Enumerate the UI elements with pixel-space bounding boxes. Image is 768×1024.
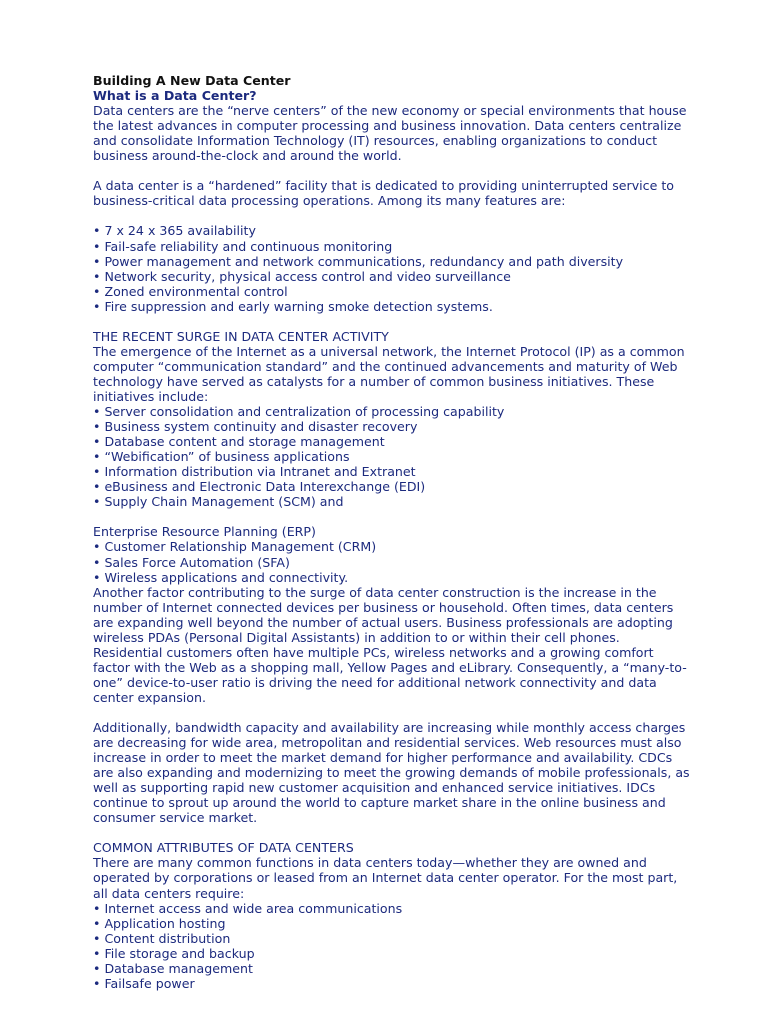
spacer (93, 509, 693, 524)
list-item: • Information distribution via Intranet and Extranet (93, 464, 693, 479)
document-subtitle: What is a Data Center? (93, 88, 257, 104)
features-list (93, 223, 693, 313)
list-item: • Content distribution (93, 931, 693, 946)
list-item: • Zoned environmental control (93, 284, 693, 299)
list-item: • Database content and storage management (93, 434, 693, 449)
spacer (93, 825, 693, 840)
section-heading-surge: THE RECENT SURGE IN DATA CENTER ACTIVITY (93, 328, 389, 344)
spacer (93, 163, 693, 178)
spacer (93, 208, 693, 223)
bandwidth-paragraph: Additionally, bandwidth capacity and availability are increasing while monthly access charges are decreasing for wide area, metropolitan and residential services. Web resources must also increase in order to meet the market demand for higher performance and availability. CDCs are also expanding and modernizing to meet the growing demands of mobile professionals, as well as supporting rapid new customer acquisition and enhanced service initiatives. IDCs continue to sprout up around the world to capture market share in the online business and consumer service market. (93, 720, 690, 826)
list-item: • Fire suppression and early warning smoke detection systems. (93, 299, 693, 314)
spacer (93, 705, 693, 720)
list-item: • Power management and network communications, redundancy and path diversity (93, 254, 693, 269)
initiatives-list (93, 404, 693, 509)
list-item: • File storage and backup (93, 946, 693, 961)
list-item: • Sales Force Automation (SFA) (93, 555, 693, 570)
hardened-paragraph: A data center is a “hardened” facility that is dedicated to providing uninterrupted service to business-critical data processing operations. Among its many features are: (93, 178, 674, 209)
list-item: • Customer Relationship Management (CRM) (93, 539, 693, 554)
list-item: • Wireless applications and connectivity. (93, 570, 693, 585)
document-page (93, 73, 693, 991)
surge-paragraph: The emergence of the Internet as a universal network, the Internet Protocol (IP) as a common computer “communication standard” and the continued advancements and maturity of Web technology have served as catalysts for a number of common business initiatives. These initiatives include: (93, 343, 685, 404)
list-item: • 7 x 24 x 365 availability (93, 223, 693, 238)
spacer (93, 314, 693, 329)
intro-paragraph: Data centers are the “nerve centers” of the new economy or special environments that house the latest advances in computer processing and business innovation. Data centers centralize and consolidate Information Technology (IT) resources, enabling organizations to conduct business around-the-clock and around the world. (93, 103, 687, 164)
initiatives-more-list (93, 539, 693, 584)
list-item: • Business system continuity and disaster recovery (93, 419, 693, 434)
requirements-list (93, 901, 693, 991)
list-item: • Application hosting (93, 916, 693, 931)
list-item: • Fail-safe reliability and continuous monitoring (93, 239, 693, 254)
list-item: • eBusiness and Electronic Data Interexchange (EDI) (93, 479, 693, 494)
list-item: • “Webification” of business applications (93, 449, 693, 464)
list-item: • Server consolidation and centralization of processing capability (93, 404, 693, 419)
factor-paragraph: Another factor contributing to the surge of data center construction is the increase in the number of Internet connected devices per business or household. Often times, data centers are expanding well beyond the number of actual users. Business professionals are adopting wireless PDAs (Personal Digital Assistants) in addition to or within their cell phones. Residential customers often have multiple PCs, wireless networks and a growing comfort factor with the Web as a shopping mall, Yellow Pages and eLibrary. Consequently, a “many-to-one” device-to-user ratio is driving the need for additional network connectivity and data center expansion. (93, 584, 687, 705)
list-item: • Internet access and wide area communications (93, 901, 693, 916)
list-item: • Supply Chain Management (SCM) and (93, 494, 693, 509)
erp-line: Enterprise Resource Planning (ERP) (93, 524, 316, 540)
list-item: • Network security, physical access control and video surveillance (93, 269, 693, 284)
attributes-paragraph: There are many common functions in data centers today—whether they are owned and operated by corporations or leased from an Internet data center operator. For the most part, all data centers require: (93, 855, 678, 901)
list-item: • Failsafe power (93, 976, 693, 991)
section-heading-attributes: COMMON ATTRIBUTES OF DATA CENTERS (93, 840, 354, 856)
document-title: Building A New Data Center (93, 73, 291, 88)
list-item: • Database management (93, 961, 693, 976)
